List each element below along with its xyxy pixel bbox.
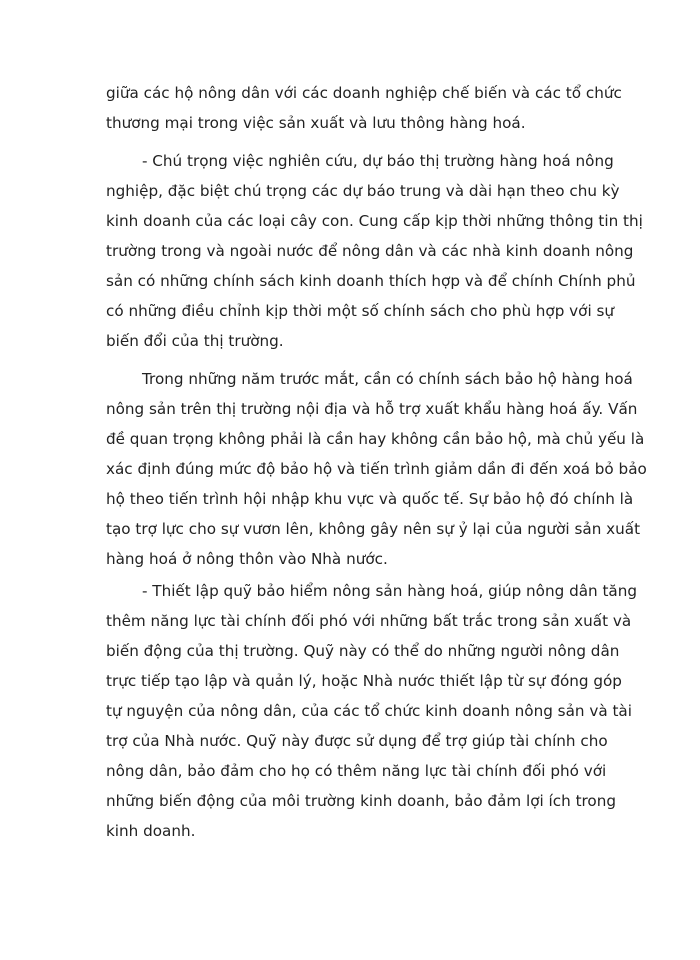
text-line: tạo trợ lực cho sự vươn lên, không gây nên sự ỷ lại của người sản xuất (106, 520, 641, 538)
text-line: trường trong và ngoài nước để nông dân và các nhà kinh doanh nông (106, 242, 634, 260)
text-line: giữa các hộ nông dân với các doanh nghiệp chế biến và các tổ chức (106, 84, 622, 102)
paragraph-insurance-fund (106, 576, 637, 846)
text-line: biến động của thị trường. Quỹ này có thể do những người nông dân (106, 642, 620, 660)
text-line: - Chú trọng việc nghiên cứu, dự báo thị trường hàng hoá nông (142, 152, 614, 170)
text-line: biến đổi của thị trường. (106, 332, 284, 350)
text-line: kinh doanh. (106, 822, 196, 840)
text-line: tự nguyện của nông dân, của các tổ chức kinh doanh nông sản và tài (106, 702, 632, 720)
text-line: đề quan trọng không phải là cần hay không cần bảo hộ, mà chủ yếu là (106, 430, 645, 448)
paragraph-protection-policy (106, 364, 647, 574)
text-line: hàng hoá ở nông thôn vào Nhà nước. (106, 550, 388, 568)
text-line: nghiệp, đặc biệt chú trọng các dự báo trung và dài hạn theo chu kỳ (106, 182, 620, 200)
text-line: nông dân, bảo đảm cho họ có thêm năng lực tài chính đối phó với (106, 762, 607, 780)
text-line: xác định đúng mức độ bảo hộ và tiến trình giảm dần đi đến xoá bỏ bảo (106, 460, 647, 478)
paragraph-market-forecast (106, 146, 643, 356)
text-line: kinh doanh của các loại cây con. Cung cấp kịp thời những thông tin thị (106, 212, 643, 230)
text-line: sản có những chính sách kinh doanh thích hợp và để chính Chính phủ (106, 272, 636, 290)
text-line: những biến động của môi trường kinh doanh, bảo đảm lợi ích trong (106, 792, 616, 810)
text-line: thương mại trong việc sản xuất và lưu thông hàng hoá. (106, 114, 526, 132)
text-line: có những điều chỉnh kịp thời một số chính sách cho phù hợp với sự (106, 302, 615, 320)
text-line: thêm năng lực tài chính đối phó với những bất trắc trong sản xuất và (106, 612, 632, 630)
text-line: trực tiếp tạo lập và quản lý, hoặc Nhà nước thiết lập từ sự đóng góp (106, 672, 622, 690)
text-line: nông sản trên thị trường nội địa và hỗ trợ xuất khẩu hàng hoá ấy. Vấn (106, 400, 638, 418)
text-line: - Thiết lập quỹ bảo hiểm nông sản hàng hoá, giúp nông dân tăng (142, 582, 637, 600)
text-line: Trong những năm trước mắt, cần có chính sách bảo hộ hàng hoá (142, 370, 633, 388)
text-line: trợ của Nhà nước. Quỹ này được sử dụng để trợ giúp tài chính cho (106, 732, 608, 750)
paragraph-continuation (106, 78, 622, 138)
text-line: hộ theo tiến trình hội nhập khu vực và quốc tế. Sự bảo hộ đó chính là (106, 490, 634, 508)
